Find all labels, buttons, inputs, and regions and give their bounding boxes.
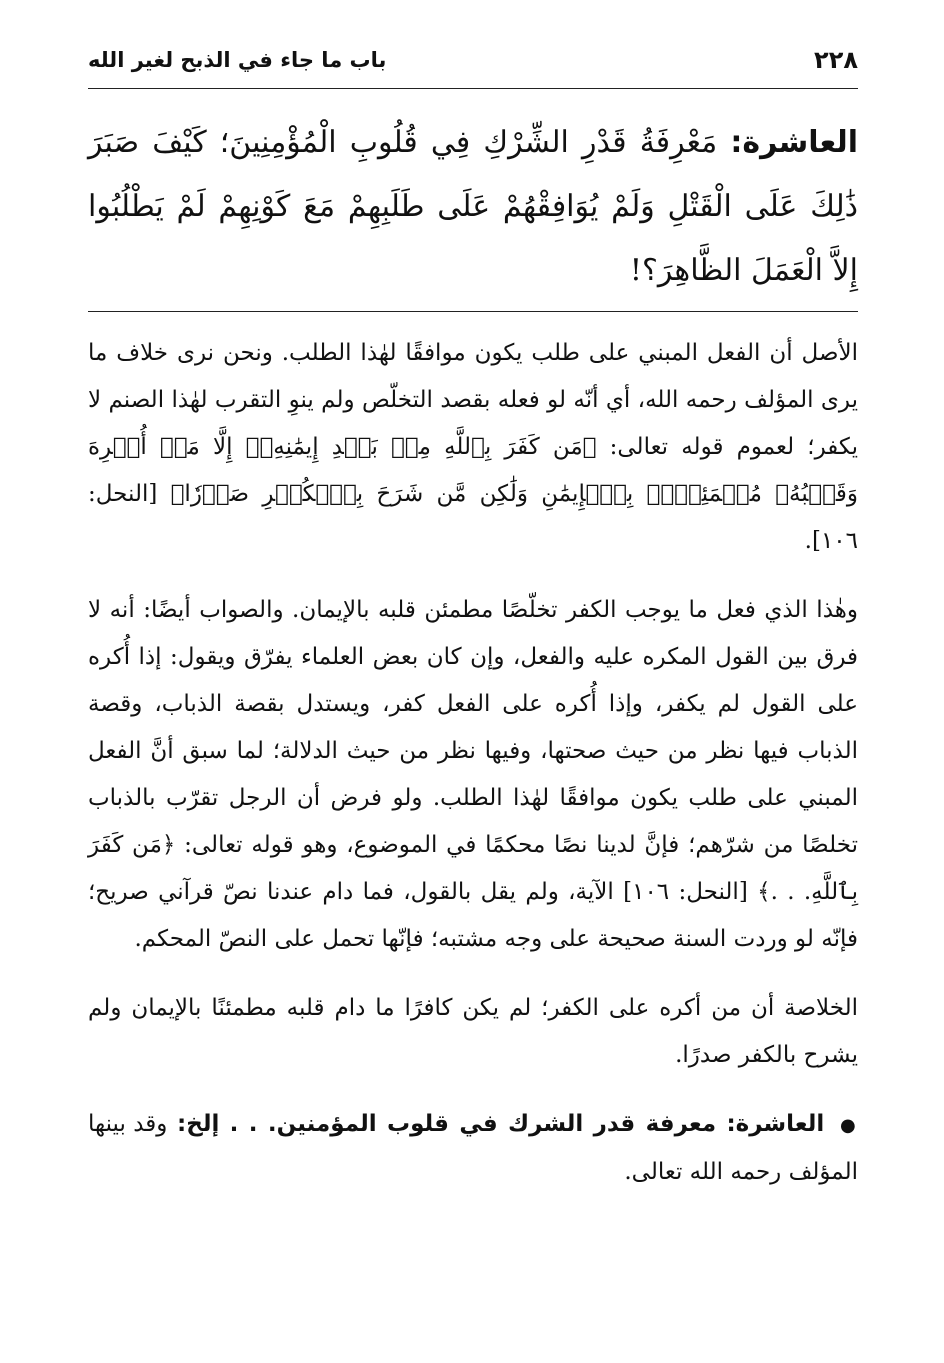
quran-verse-2: ﴿مَن كَفَرَ بِٱللَّهِ. . .﴾ [88,832,859,905]
main-text-block [88,111,858,312]
page-number: ٢٢٨ [814,46,858,74]
commentary-p2-text-a: وهٰذا الذي فعل ما يوجب الكفر تخلّصًا مطمئن قلبه بالإيمان. والصواب أيضًا: أنه لا فرق بين القول المكره عليه والفعل، وإن كان بعض العلماء يفرّق ويقول: إذا أُكره على القول لم يكفر، وإذا أُكره على الفعل كفر، ويستدل بقصة الذباب، وقصة الذباب فيها نظر من حيث صحتها، وفيها نظر من حيث الدلالة؛ لما سبق أنَّ الفعل المبني على طلب يكون موافقًا لهٰذا الطلب. ولو فرض أن الرجل تقرّب بالذباب تخلصًا من شرّهم؛ فإنَّ لدينا نصًا محكمًا في الموضوع، وهو قوله تعالى: [88,597,858,858]
commentary-p4-text: وقد بينها المؤلف رحمه الله تعالى. [88,1111,858,1185]
chapter-title: باب ما جاء في الذبح لغير الله [88,48,387,72]
commentary-p1-text: الأصل أن الفعل المبني على طلب يكون موافقًا لهٰذا الطلب. ونحن نرى خلاف ما يرى المؤلف رحمه الله، أي أنّه لو فعله بقصد التخلّص ولم ينوِ التقرب لهٰذا الصنم لا يكفر؛ لعموم قوله تعالى: [88,340,859,460]
verse-reference-1: [النحل: ١٠٦]. [88,481,858,554]
commentary [88,330,858,1196]
commentary-paragraph-2 [88,587,858,963]
quran-verse-1: ﴿مَن كَفَرَ بِٱللَّهِ مِنۢ بَعۡدِ إِيمَٰنِهِۦٓ إِلَّا مَنۡ أُكۡرِهَ وَقَلۡبُهُۥ مُطۡمَئِنُّۢ بِٱلۡإِيمَٰنِ وَلَٰكِن مَّن شَرَحَ بِٱلۡكُفۡرِ صَدۡرٗا﴾ [88,434,858,507]
main-text-label: العاشرة: [730,125,858,160]
commentary-p3-text: الخلاصة أن من أكره على الكفر؛ لم يكن كافرًا ما دام قلبه مطمئنًا بالإيمان ولم يشرح بالكفر صدرًا. [88,995,858,1068]
commentary-p2-text-b: [النحل: ١٠٦] الآية، ولم يقل بالقول، فما دام عندنا نصّ قرآني صريح؛ فإنّه لو وردت السنة صحيحة على وجه مشتبه؛ فإنّها تحمل على النصّ المحكم. [88,879,858,952]
main-text-body: مَعْرِفَةُ قَدْرِ الشِّرْكِ فِي قُلُوبِ الْمُؤْمِنِينَ؛ كَيْفَ صَبَرَ ذَٰلِكَ عَلَى الْقَتْلِ وَلَمْ يُوَافِقْهُمْ عَلَى طَلَبِهِمْ مَعَ كَوْنِهِمْ لَمْ يَطْلُبُوا إِلاَّ الْعَمَلَ الظَّاهِرَ؟! [88,125,858,288]
bullet-icon: ● [839,1115,859,1136]
commentary-paragraph-4 [88,1101,858,1196]
commentary-p4-heading: العاشرة: معرفة قدر الشرك في قلوب المؤمنين. . . إلخ: [177,1111,825,1137]
commentary-paragraph-1 [88,330,858,565]
commentary-paragraph-3 [88,985,858,1079]
page [88,40,858,1196]
running-header [88,40,858,89]
